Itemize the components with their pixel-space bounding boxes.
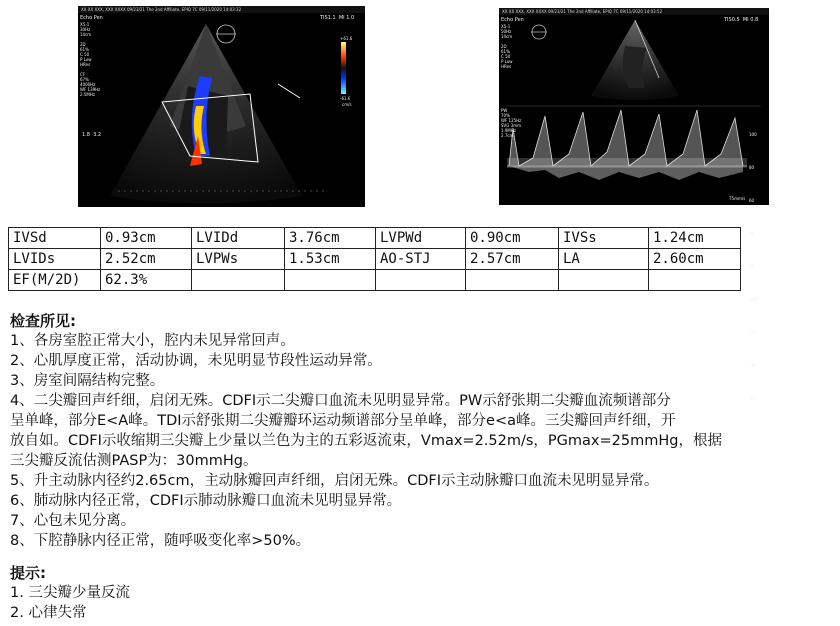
finding-line: 1、各房室腔正常大小，腔内未见异常回声。 [10, 333, 295, 349]
pw-doppler-view [499, 8, 769, 205]
table-cell [285, 270, 376, 291]
conclusion-heading: 提示: [10, 564, 46, 582]
table-cell: LA [559, 249, 649, 270]
axis-label: -40 [749, 363, 756, 368]
findings-heading: 检查所见: [10, 312, 76, 330]
velocity-scale-top: +61.6 [340, 36, 353, 41]
table-cell: 0.90cm [466, 228, 559, 249]
axis-label: -20 [749, 330, 756, 335]
thermal-index: TIS1.1 MI 1.0 [320, 15, 355, 21]
finding-line: 呈单峰，部分E<A峰。TDI示舒张期二尖瓣瓣环运动频谱部分呈单峰，部分e<a峰。三尖瓣回声纤细，开 [10, 413, 676, 429]
table-cell [649, 270, 741, 291]
table-cell: LVPWd [376, 228, 466, 249]
conclusion-line: 2. 心律失常 [10, 605, 87, 621]
velocity-scale-bottom: -61.6 [340, 96, 351, 101]
table-cell [559, 270, 649, 291]
axis-label: cm/s [749, 297, 759, 302]
table-cell: LVIDd [192, 228, 285, 249]
table-cell: 2.57cm [466, 249, 559, 270]
axis-label: 80 [749, 165, 755, 170]
finding-line: 放自如。CDFI示收缩期三尖瓣上少量以兰色为主的五彩返流束，Vmax=2.52m/s，PGmax=25mmHg，根据 [10, 433, 722, 449]
table-cell: 3.76cm [285, 228, 376, 249]
image-header: XX XX XXX, XXX XXXX 09/23/21 The 2nd Affiliate, EPIQ 7C 09/11/2020 14:03:32 [78, 6, 365, 13]
probe-label: Echo Pen [501, 17, 524, 23]
finding-line: 2、心肌厚度正常，活动协调，未见明显节段性运动异常。 [10, 353, 382, 369]
pw-settings: PW 70% WF 125Hz SVG 3mm 1.9MHz 2.7cm [501, 108, 522, 138]
table-cell [466, 270, 559, 291]
table-row [9, 249, 741, 270]
finding-line: 8、下腔静脉内径正常，随呼吸变化率>50%。 [10, 533, 311, 549]
axis-label: -60 [749, 396, 756, 401]
table-cell: LVPWs [192, 249, 285, 270]
table-cell: 1.24cm [649, 228, 741, 249]
scan-settings: X5-1 30Hz 14cm 2D 61% C 50 P Low HRes CF 67% 4000Hz WF 139Hz 2.5MHz [80, 22, 101, 97]
scan-settings: X5-1 50Hz 14cm 2D 61% C 50 P Low HRes [501, 24, 513, 69]
table-cell: 0.93cm [101, 228, 192, 249]
finding-line: 三尖瓣反流估测PASP为：30mmHg。 [10, 453, 258, 469]
table-row [9, 270, 741, 291]
finding-line: 3、房室间隔结构完整。 [10, 373, 165, 389]
table-cell [376, 270, 466, 291]
probe-label: Echo Pen [80, 15, 103, 21]
table-cell: LVIDs [9, 249, 101, 270]
axis-label: 20 [749, 264, 755, 269]
table-cell: IVSs [559, 228, 649, 249]
axis-label: 40 [749, 231, 755, 236]
image-header: XX XX XXX, XXX XXXX 09/23/21 The 2nd Affiliate, EPIQ 7C 09/11/2020 14:03:52 [499, 8, 769, 15]
color-doppler-sector [78, 6, 365, 207]
velocity-scale-unit: cm/s [342, 102, 352, 107]
conclusion-line: 1. 三尖瓣少量反流 [10, 585, 130, 601]
table-cell: 2.60cm [649, 249, 741, 270]
measurement-table [8, 227, 741, 291]
table-cell: AO-STJ [376, 249, 466, 270]
sweep-speed: 75mm/s [729, 196, 746, 201]
thermal-index: TIS0.5 MI 0.8 [724, 17, 759, 23]
table-cell: EF(M/2D) [9, 270, 101, 291]
table-row [9, 228, 741, 249]
finding-line: 4、二尖瓣回声纤细，启闭无殊。CDFI示二尖瓣口血流未见明显异常。PW示舒张期二尖瓣血流频谱部分 [10, 393, 671, 409]
table-cell: 1.53cm [285, 249, 376, 270]
finding-line: 7、心包未见分离。 [10, 513, 136, 529]
table-cell [192, 270, 285, 291]
axis-label: 60 [749, 198, 755, 203]
table-cell: 2.52cm [101, 249, 192, 270]
table-cell: 62.3% [101, 270, 192, 291]
axis-label: 100 [749, 132, 757, 137]
finding-line: 6、肺动脉内径正常，CDFI示肺动脉瓣口血流未见明显异常。 [10, 493, 402, 509]
velocity-axis-labels [749, 107, 759, 426]
echo-image-color-doppler [78, 6, 365, 207]
table-cell: IVSd [9, 228, 101, 249]
finding-line: 5、升主动脉内径约2.65cm，主动脉瓣回声纤细，启闭无殊。CDFI示主动脉瓣口血流未见明显异常。 [10, 473, 659, 489]
depth-ruler: 1.8 3.2 [82, 132, 102, 138]
